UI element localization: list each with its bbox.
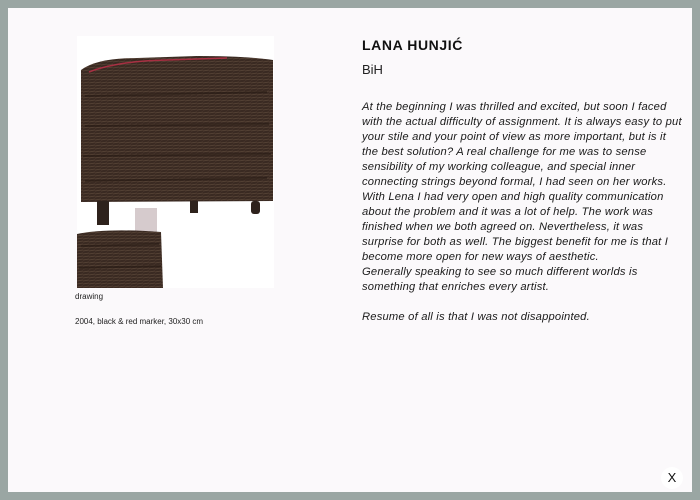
statement-paragraph: Generally speaking to see so much different worlds is something that enriches every artist. <box>362 266 638 293</box>
artwork-image <box>77 36 274 288</box>
close-button[interactable]: X <box>661 467 683 489</box>
statement-paragraph: At the beginning I was thrilled and excited, but soon I faced with the actual difficulty of assignment. It is always easy to put your stile and your point of view as more important, but is it the best solution? A real challenge for me was to sense sensibility of my working colleague, and special inner connecting strings beyond formal, I had seen on her works. With Lena I had very open and high quality communication about the problem and it was a lot of help. The work was finished when we both agreed on. Nevertheless, it was surprise for both as well. The biggest benefit for me is that I become more open for new ways of aesthetic. <box>362 101 682 263</box>
artist-country: BiH <box>362 62 383 77</box>
artist-statement <box>362 100 684 325</box>
modal-panel <box>8 8 692 492</box>
artwork-title: drawing <box>75 292 104 301</box>
artist-name: LANA HUNJIĆ <box>362 37 463 53</box>
statement-paragraph: Resume of all is that I was not disappointed. <box>362 311 590 323</box>
artwork-drawing <box>77 36 274 288</box>
artwork-details: 2004, black & red marker, 30x30 cm <box>75 317 204 326</box>
